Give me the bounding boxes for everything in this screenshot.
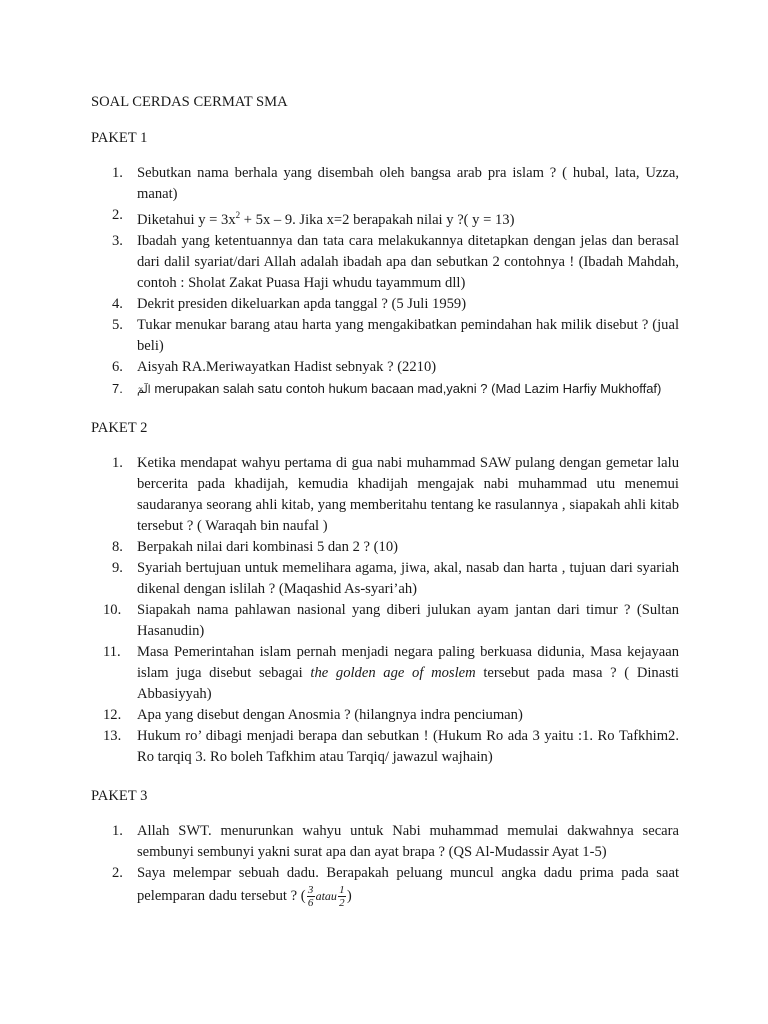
paket-3-list	[91, 821, 679, 909]
question-item: 7. الٓمٓ merupakan salah satu contoh hukum bacaan mad,yakni ? (Mad Lazim Harfiy Mukhoffaf)	[112, 380, 662, 396]
paket-1-heading: PAKET 1	[91, 130, 148, 146]
document-page	[91, 92, 679, 927]
question-item: 1. Allah SWT. menurunkan wahyu untuk Nabi muhammad memulai dakwahnya secara sembunyi sembunyi yakni surat apa dan ayat brapa ? (QS Al-Mudassir Ayat 1-5)	[112, 822, 679, 860]
question-item: 11. Masa Pemerintahan islam pernah menjadi negara paling berkuasa didunia, Masa kejayaan islam juga disebut sebagai the golden age of moslem tersebut pada masa ? ( Dinasti Abbasiyyah)	[103, 643, 679, 702]
question-item: 8. Berpakah nilai dari kombinasi 5 dan 2 ? (10)	[112, 538, 398, 555]
fraction-1-2: $\frac{1}{2}$	[339, 883, 345, 909]
question-item: 1. Ketika mendapat wahyu pertama di gua nabi muhammad SAW pulang dengan gemetar lalu bercerita pada khadijah, kemudia khadijah mengajak nabi muhammad utu menemui saudaranya seorang ahli kitab, yang memberitahu tentang ke rasulannya , siapakah ahli kitab tersebut ? ( Waraqah bin naufal )	[112, 454, 679, 534]
question-item: 3. Ibadah yang ketentuannya dan tata cara melakukannya ditetapkan dengan jelas dan berasal dari dalil syariat/dari Allah adalah ibadah apa dan sebutkan 2 contohnya ! (Ibadah Mahdah, contoh : Sholat Zakat Puasa Haji whudu tayammum dll)	[112, 232, 679, 291]
question-item: 5. Tukar menukar barang atau harta yang mengakibatkan pemindahan hak milik disebut ? (jual beli)	[112, 316, 679, 354]
document-title: SOAL CERDAS CERMAT SMA	[91, 94, 288, 110]
question-item: 2. Saya melempar sebuah dadu. Berapakah peluang muncul angka dadu prima pada saat pelemparan dadu tersebut ? ( $\frac{3}{6}$ atau $\frac{1}{2}$ )	[112, 864, 679, 909]
arabic-text: الٓمٓ	[137, 382, 151, 396]
question-item: 12. Apa yang disebut dengan Anosmia ? (hilangnya indra penciuman)	[103, 706, 523, 723]
paket-3-heading: PAKET 3	[91, 787, 148, 804]
paket-1-list	[91, 163, 679, 400]
question-item: 13. Hukum ro’ dibagi menjadi berapa dan sebutkan ! (Hukum Ro ada 3 yaitu :1. Ro Tafkhim2. Ro tarqiq 3. Ro boleh Tafkhim atau Tarqiq/ jawazul wajhain)	[103, 727, 679, 765]
question-item: 6. Aisyah RA.Meriwayatkan Hadist sebnyak ? (2210)	[112, 358, 437, 375]
paket-2-list	[91, 453, 679, 768]
paket-2-heading: PAKET 2	[91, 419, 148, 436]
question-item: 2. Diketahui $y = 3x^2 + 5x - 9$. Jika x=2 berapakah nilai y ?( y = 13)	[112, 207, 515, 228]
question-item: 4. Dekrit presiden dikeluarkan apda tanggal ? (5 Juli 1959)	[112, 295, 467, 312]
fraction-3-6: $\frac{3}{6}$	[307, 883, 314, 909]
question-item: 1. Sebutkan nama berhala yang disembah oleh bangsa arab pra islam ? ( hubal, lata, Uzza, manat)	[112, 165, 679, 202]
question-item: 10. Siapakah nama pahlawan nasional yang diberi julukan ayam jantan dari timur ? (Sultan Hasanudin)	[103, 601, 679, 639]
question-item: 9. Syariah bertujuan untuk memelihara agama, jiwa, akal, nasab dan harta , tujuan dari syariah dikenal dengan islilah ? (Maqashid As-syari’ah)	[112, 559, 679, 597]
